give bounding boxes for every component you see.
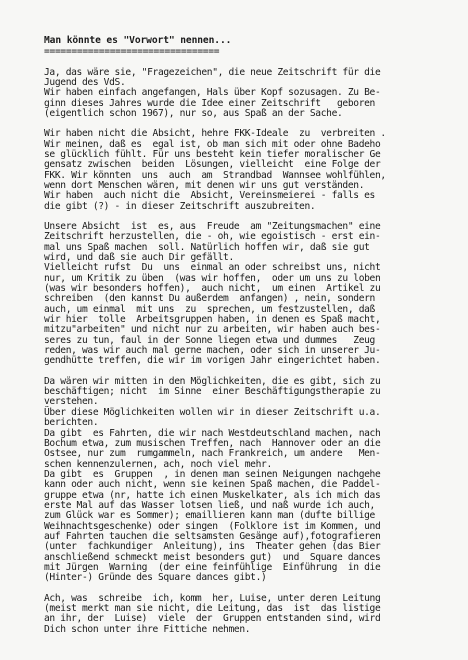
text-line: Da wären wir mitten in den Möglichkeiten, die es gibt, sich zu: [44, 375, 381, 387]
text-line: erste Mal auf das Wasser lotsen ließ, und naß wurde ich auch,: [44, 499, 375, 511]
text-line: Unsere Absicht ist es, aus Freude am "Zeitungsmachen" eine: [44, 220, 381, 232]
text-line: kann oder auch nicht, wenn sie keinen Spaß machen, die Paddel-: [44, 479, 381, 491]
document-heading: Man könnte es "Vorwort" nennen...: [44, 35, 232, 46]
text-line: beschäftigen; nicht im Sinne einer Beschäftigungstherapie zu: [44, 386, 381, 398]
text-line: schen kennenzulernen, ach, noch viel mehr.: [44, 458, 272, 470]
text-line: FKK. Wir könnten uns auch am Strandbad Wannsee wohlfühlen,: [44, 169, 386, 181]
paragraph: [44, 129, 458, 212]
text-line: nur, um Kritik zu üben (was wir hoffen, oder um uns zu loben: [44, 272, 381, 284]
text-line: auf Fahrten tauchen die seltsamsten Gesänge auf),fotografieren: [44, 530, 381, 542]
text-line: an ihr, der Luise) viele der Gruppen entstanden sind, wird: [44, 613, 381, 625]
text-line: gendhütte treffen, die wir im vorigen Jahr eingerichtet haben.: [44, 355, 381, 367]
text-line: Vielleicht rufst Du uns einmal an oder schreibst uns, nicht: [44, 262, 381, 274]
paragraph-list: [44, 68, 458, 636]
text-line: mit Jürgen Warning (der eine feinfühlige Einführung in die: [44, 561, 381, 573]
text-line: mitzu"arbeiten" und nicht nur zu arbeiten, wir haben auch bes-: [44, 324, 381, 336]
text-line: Weihnachtsgeschenke) oder singen (Folklore ist im Kommen, und: [44, 520, 381, 532]
text-line: Da gibt es Fahrten, die wir nach Westdeutschland machen, nach: [44, 427, 381, 439]
text-line: auch, um einmal mit uns zu sprechen, um festzustellen, daß: [44, 303, 375, 315]
text-line: verstehen.: [44, 396, 99, 408]
text-line: Wir meinen, daß es egal ist, ob man sich mit oder ohne Badeho: [44, 138, 381, 150]
text-line: zum Glück war es Sommer); emaillieren kann man (dufte billige: [44, 510, 375, 522]
text-line: gruppe etwa (nr, hatte ich einen Muskelkater, als ich mich das: [44, 489, 381, 501]
document-body: [44, 36, 458, 645]
text-line: schreiben (den kannst Du außerdem anfangen) , nein, sondern: [44, 293, 375, 305]
text-line: ginn dieses Jahres wurde die Idee einer Zeitschrift geboren: [44, 97, 375, 109]
text-line: anschließend schmeckt meist besonders gut) und Square dances: [44, 551, 381, 563]
paragraph: [44, 377, 458, 584]
heading-underline: ================================: [44, 46, 220, 56]
text-line: Wir haben nicht die Absicht, hehre FKK-Ideale zu verbreiten .: [44, 128, 386, 140]
text-line: mal uns Spaß machen soll. Natürlich hoffen wir, daß sie gut: [44, 241, 370, 253]
text-line: wir hier tolle Arbeitsgruppen haben, in denen es Spaß macht,: [44, 314, 381, 326]
paragraph: [44, 222, 458, 367]
text-line: Ostsee, nur zum rumgammeln, nach Frankreich, um andere Men-: [44, 448, 381, 460]
text-line: seres zu tun, faul in der Sonne liegen etwa und dummes Zeug: [44, 334, 375, 346]
text-line: Bochum etwa, zum musischen Treffen, nach Hannover oder an die: [44, 437, 381, 449]
text-line: (meist merkt man sie nicht, die Leitung, das ist das listige: [44, 603, 381, 614]
text-line: Ach, was schreibe ich, komm her, Luise, unter deren Leitung: [44, 592, 381, 604]
text-line: gensatz zwischen beiden Lösungen, vielleicht eine Folge der: [44, 159, 381, 171]
paragraph: [44, 594, 458, 635]
text-line: (was wir besonders hoffen), auch nicht, um einen Artikel zu: [44, 283, 381, 295]
text-line: Zeitschrift herzustellen, die - oh, wie egoistisch - erst ein-: [44, 231, 381, 243]
text-line: Über diese Möglichkeiten wollen wir in dieser Zeitschrift u.a.: [44, 406, 381, 418]
text-line: Jugend des VdS.: [44, 76, 126, 88]
text-line: (eigentlich schon 1967), nur so, aus Spaß an der Sache.: [44, 107, 343, 119]
text-line: wird, und daß sie auch Dir gefällt.: [44, 252, 234, 263]
text-line: Dich schon unter ihre Fittiche nehmen.: [44, 623, 251, 635]
text-line: Wir haben einfach angefangen, Hals über Kopf sozusagen. Zu Be-: [44, 87, 381, 99]
text-line: die gibt (?) - in dieser Zeitschrift auszubreiten.: [44, 200, 316, 212]
text-line: se glücklich fühlt. Für uns besteht kein tiefer moralischer Ge: [44, 148, 381, 160]
text-line: (unter fachkundiger Anleitung), ins Theater gehen (das Bier: [44, 541, 381, 553]
text-line: Ja, das wäre sie, "Fragezeichen", die neue Zeitschrift für die: [44, 66, 381, 78]
text-line: wenn dort Menschen wären, mit denen wir uns gut verständen.: [44, 179, 365, 191]
text-line: reden, was wir auch mal gerne machen, oder sich in unserer Ju-: [44, 345, 381, 357]
text-line: Da gibt es Gruppen , in denen man seinen Neigungen nachgehe: [44, 468, 381, 480]
text-line: berichten.: [44, 417, 99, 429]
text-line: (Hinter-) Gründe des Square dances gibt.): [44, 572, 267, 584]
text-line: Wir haben auch nicht die Absicht, Vereinsmeierei - falls es: [44, 190, 375, 202]
paragraph: [44, 68, 458, 120]
